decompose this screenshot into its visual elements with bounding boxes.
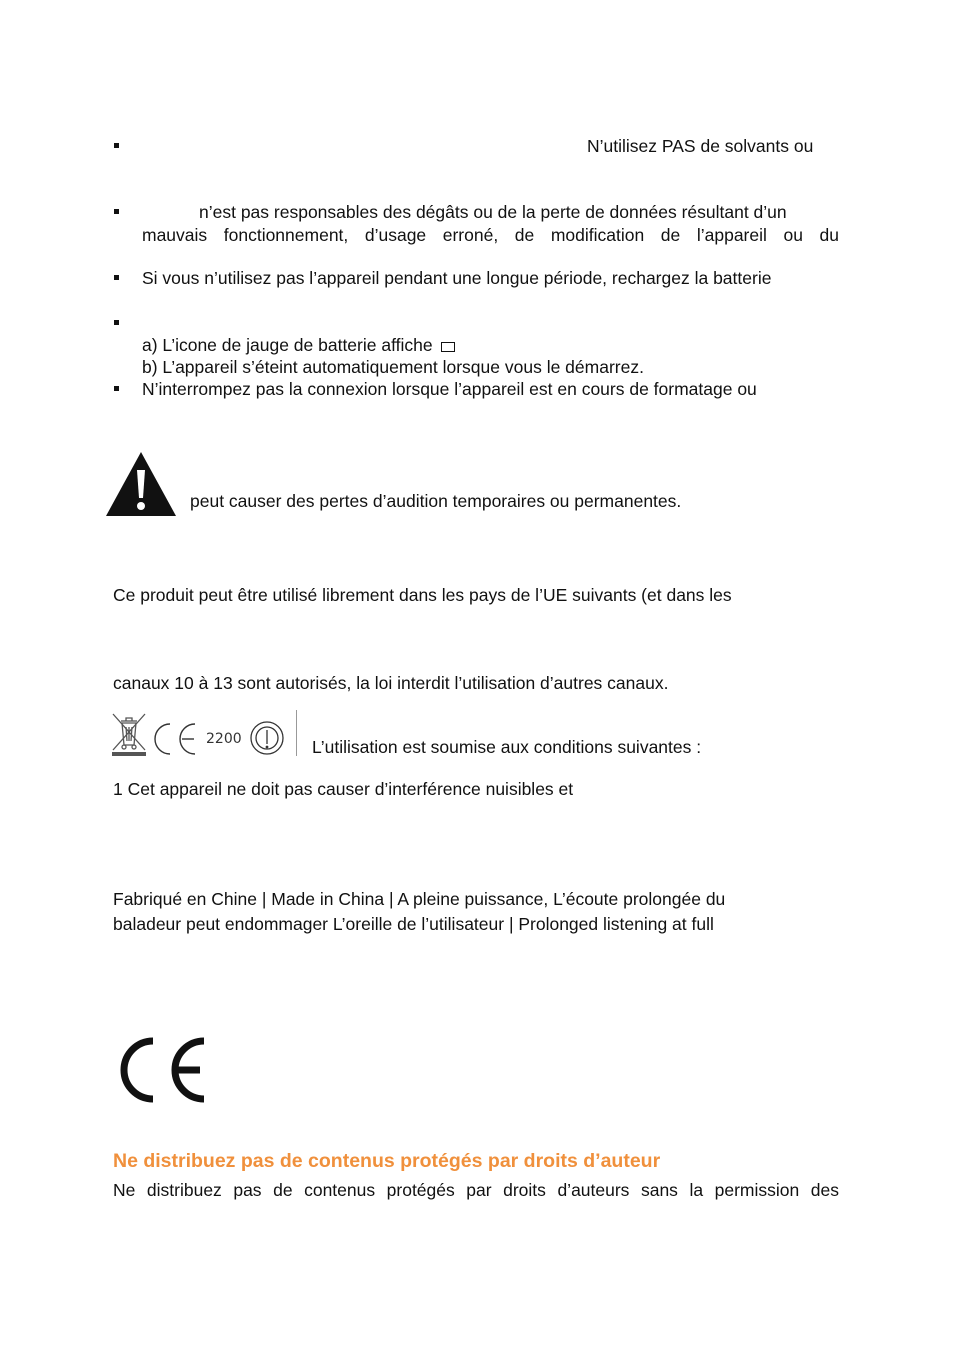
- warning-text: peut causer des pertes d’audition temporaires ou permanentes.: [190, 491, 682, 511]
- ce-mark-small-icon: [151, 719, 201, 759]
- bullet-marker: [114, 386, 119, 391]
- precaution-item-2-line1: n’est pas responsables des dégâts ou de la perte de données résultant d’un: [199, 202, 787, 222]
- bullet-marker: [114, 143, 119, 148]
- precaution-item-2-line2: mauvais fonctionnement, d’usage erroné, de modification de l’appareil ou du: [142, 225, 839, 245]
- ce-mark-icon: [112, 1035, 212, 1105]
- notified-body-number: 2200: [206, 731, 242, 747]
- precaution-item-3: Si vous n’utilisez pas l’appareil pendant une longue période, rechargez la batterie: [142, 268, 772, 288]
- precaution-item-4b: b) L’appareil s’éteint automatiquement lorsque vous le démarrez.: [142, 357, 644, 377]
- made-in-line1: Fabriqué en Chine | Made in China | A pleine puissance, L’écoute prolongée du: [113, 889, 726, 909]
- precaution-item-5: N’interrompez pas la connexion lorsque l’appareil est en cours de formatage ou: [142, 379, 757, 399]
- copyright-heading: Ne distribuez pas de contenus protégés par droits d’auteur: [113, 1150, 661, 1172]
- alert-class-icon: [249, 720, 285, 756]
- copyright-body: Ne distribuez pas de contenus protégés par droits d’auteurs sans la permission des: [113, 1180, 839, 1200]
- bullet-marker: [114, 209, 119, 214]
- eu-usage-line2: canaux 10 à 13 sont autorisés, la loi interdit l’utilisation d’autres canaux.: [113, 673, 669, 693]
- usage-conditions: L’utilisation est soumise aux conditions suivantes :: [312, 737, 702, 757]
- weee-bin-icon: [110, 711, 148, 757]
- bullet-marker: [114, 320, 119, 325]
- precaution-item-1: N’utilisez PAS de solvants ou: [587, 136, 814, 156]
- divider: [296, 710, 297, 756]
- warning-triangle-icon: [104, 450, 178, 518]
- bullet-marker: [114, 275, 119, 280]
- precaution-item-4a: [142, 335, 455, 356]
- eu-usage-line1: Ce produit peut être utilisé librement dans les pays de l’UE suivants (et dans les: [113, 585, 732, 605]
- empty-battery-icon: [441, 342, 455, 352]
- precaution-item-4a-text: a) L’icone de jauge de batterie affiche: [142, 335, 433, 355]
- made-in-line2: baladeur peut endommager L’oreille de l’utilisateur | Prolonged listening at full: [113, 914, 714, 934]
- condition-1: 1 Cet appareil ne doit pas causer d’interférence nuisibles et: [113, 779, 574, 799]
